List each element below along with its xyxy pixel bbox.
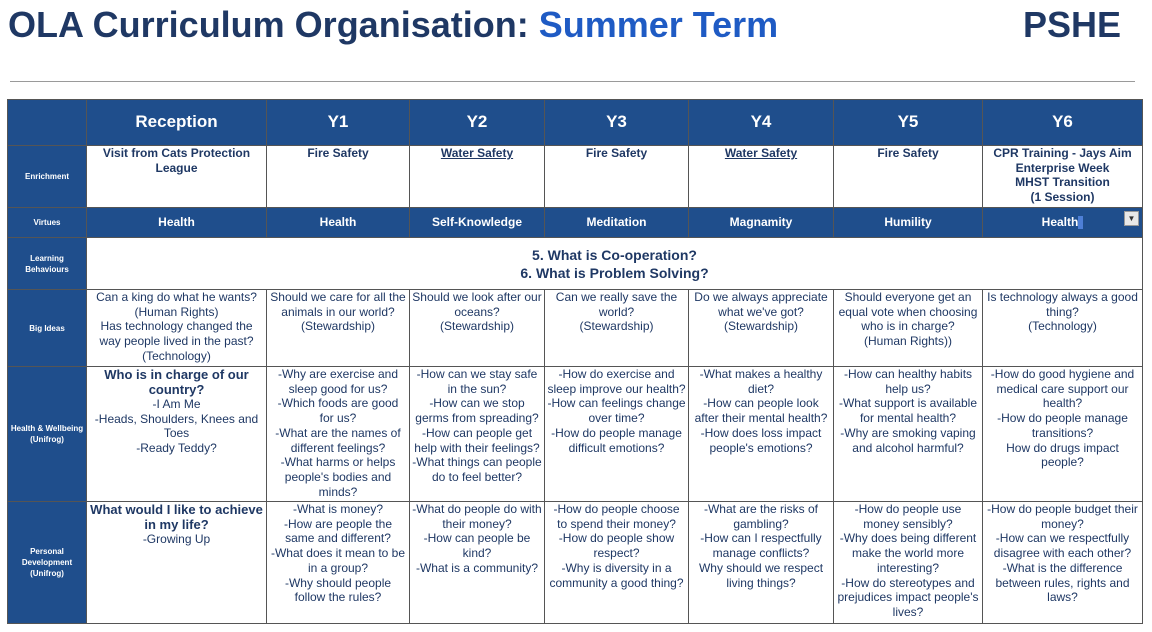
- header-row: [8, 100, 1143, 146]
- enrichment-cell[interactable]: [834, 146, 983, 208]
- virtue-cell[interactable]: Health: [87, 208, 267, 238]
- cell-line: -I Am Me: [152, 397, 201, 411]
- cell-line: -What support is available for mental health?: [838, 396, 978, 426]
- cell-line: -What harms or helps people's bodies and minds?: [280, 455, 396, 499]
- cell-line: -Which foods are good for us?: [277, 396, 399, 426]
- personal-cell[interactable]: [545, 502, 689, 624]
- cell-line: -Why are smoking vaping and alcohol harmful?: [840, 425, 976, 455]
- enrichment-cell[interactable]: [545, 146, 689, 208]
- cell-line: Do we always appreciate what we've got?: [694, 290, 828, 319]
- learning-behaviours-cell[interactable]: [87, 238, 1143, 290]
- cell-line: (Stewardship): [439, 319, 515, 334]
- health-cell[interactable]: [87, 367, 267, 502]
- cell-line: -How do exercise and sleep improve our health?: [547, 367, 686, 396]
- virtues-row: [8, 208, 1143, 238]
- virtue-cell[interactable]: Self-Knowledge: [410, 208, 545, 238]
- cell-line: -How can I respectfully manage conflicts?: [700, 531, 822, 561]
- cell-line: -What things can people do to feel better?: [412, 455, 542, 484]
- title-term: Summer Term: [538, 4, 779, 45]
- personal-cell[interactable]: [983, 502, 1143, 624]
- cell-line: -Why is diversity in a community a good thing?: [549, 560, 684, 590]
- health-cell[interactable]: [689, 367, 834, 502]
- page-title: [8, 4, 778, 46]
- cell-line: (Technology): [142, 348, 211, 363]
- cell-line: -How do people use money sensibly?: [854, 502, 962, 531]
- cell-line: -How can people look after their mental health?: [694, 396, 828, 426]
- cell-line: -What is the difference between rules, rights and laws?: [995, 560, 1130, 605]
- col-header-reception: Reception: [87, 100, 267, 146]
- cell-line: Can we really save the world?: [555, 290, 678, 319]
- cell-line: -How can people get help with their feelings?: [414, 425, 540, 455]
- enrichment-cell[interactable]: [410, 146, 545, 208]
- cell-line: -What is money?: [292, 502, 384, 516]
- learning-row: [8, 238, 1143, 290]
- big-idea-cell[interactable]: [545, 290, 689, 367]
- enrichment-cell[interactable]: [87, 146, 267, 208]
- cell-line: Has technology changed the way people lived in the past?: [99, 319, 254, 349]
- enrichment-cell[interactable]: [689, 146, 834, 208]
- cell-line: -How can healthy habits help us?: [843, 367, 973, 396]
- cell-line: -Growing Up: [142, 532, 211, 546]
- dropdown-arrow-icon[interactable]: ▼: [1124, 211, 1139, 226]
- cell-line: (1 Session): [1030, 190, 1095, 205]
- cell-line: (Stewardship): [723, 319, 799, 334]
- cell-line: -How are people the same and different?: [283, 516, 393, 546]
- cell-question: Who is in charge of our country?: [104, 367, 249, 397]
- cell-line: Visit from Cats Protection League: [102, 146, 251, 175]
- col-header-y3: Y3: [545, 100, 689, 146]
- cell-line: Water Safety: [440, 146, 514, 160]
- cell-line: Should we look after our oceans?: [412, 290, 542, 319]
- cell-line: -How do people budget their money?: [987, 502, 1138, 531]
- cell-line: -What is a community?: [415, 560, 539, 575]
- row-label-virtues: Virtues: [8, 208, 87, 238]
- col-header-y5: Y5: [834, 100, 983, 146]
- cell-line: -How can we respectfully disagree with each other?: [993, 531, 1132, 561]
- big-idea-cell[interactable]: [983, 290, 1143, 367]
- virtue-cell-selected[interactable]: [983, 208, 1143, 238]
- cell-line: -What are the risks of gambling?: [703, 502, 819, 531]
- personal-cell[interactable]: [87, 502, 267, 624]
- cell-line: -What makes a healthy diet?: [699, 367, 823, 396]
- big-idea-cell[interactable]: [689, 290, 834, 367]
- cell-line: How do drugs impact people?: [1006, 440, 1119, 470]
- virtue-cell[interactable]: Humility: [834, 208, 983, 238]
- cell-line: -Why are exercise and sleep good for us?: [277, 367, 399, 396]
- cell-line: -What are the names of different feelings?: [275, 425, 401, 455]
- cell-line: Should we care for all the animals in our world?: [270, 290, 406, 319]
- row-label-big-ideas: Big Ideas: [8, 290, 87, 367]
- cell-line: -How can we stop germs from spreading?: [415, 396, 539, 426]
- cell-question: What would I like to achieve in my life?: [90, 502, 263, 532]
- cell-line: -What does it mean to be in a group?: [270, 546, 406, 575]
- cell-line: Water Safety: [724, 146, 798, 160]
- cell-line: (Technology): [1028, 319, 1097, 334]
- enrichment-cell[interactable]: [983, 146, 1143, 208]
- header-corner: [8, 100, 87, 146]
- cell-line: -How do people choose to spend their money?: [553, 502, 680, 531]
- cell-line: -How can feelings change over time?: [547, 396, 686, 426]
- health-cell[interactable]: [983, 367, 1143, 502]
- cell-line: Fire Safety: [585, 146, 648, 160]
- row-label-learning: Learning Behaviours: [8, 238, 87, 290]
- big-idea-cell[interactable]: [87, 290, 267, 367]
- personal-cell[interactable]: [834, 502, 983, 624]
- cell-line: -How does loss impact people's emotions?: [700, 425, 822, 455]
- cell-line: -How do people manage difficult emotions?: [551, 425, 682, 455]
- cell-line: MHST Transition: [1015, 175, 1110, 190]
- cell-line: 5. What is Co-operation?: [532, 246, 697, 263]
- virtue-cell[interactable]: Meditation: [545, 208, 689, 238]
- col-header-y6: Y6: [983, 100, 1143, 146]
- personal-cell[interactable]: [410, 502, 545, 624]
- cell-line: Can a king do what he wants?: [96, 290, 257, 304]
- cell-line: CPR Training - Jays Aim: [993, 146, 1132, 160]
- row-label-health: Health & Wellbeing (Unifrog): [8, 367, 87, 502]
- health-row: [8, 367, 1143, 502]
- curriculum-table: [7, 99, 1143, 624]
- health-cell[interactable]: [410, 367, 545, 502]
- subject-title: PSHE: [1023, 4, 1122, 45]
- col-header-y4: Y4: [689, 100, 834, 146]
- cell-line: 6. What is Problem Solving?: [520, 264, 709, 281]
- big-idea-cell[interactable]: [267, 290, 410, 367]
- divider: [10, 81, 1135, 82]
- health-cell[interactable]: [267, 367, 410, 502]
- cell-line: (Human Rights)): [863, 334, 953, 349]
- cell-line: Enterprise Week: [1015, 160, 1110, 175]
- virtue-cell[interactable]: Health: [267, 208, 410, 238]
- personal-row: [8, 502, 1143, 624]
- health-cell[interactable]: [834, 367, 983, 502]
- col-header-y2: Y2: [410, 100, 545, 146]
- cell-line: (Human Rights): [134, 304, 219, 319]
- cell-line: Is technology always a good thing?: [987, 290, 1138, 319]
- cell-line: Should everyone get an equal vote when choosing who is in charge?: [838, 290, 978, 334]
- cell-line: -Why should people follow the rules?: [284, 575, 392, 605]
- cell-line: -How do good hygiene and medical care support our health?: [990, 367, 1135, 411]
- cell-line: -How can people be kind?: [423, 531, 531, 561]
- cell-line: -How do stereotypes and prejudices impact people's lives?: [837, 575, 979, 619]
- big-idea-cell[interactable]: [834, 290, 983, 367]
- personal-cell[interactable]: [267, 502, 410, 624]
- cell-line: -How do people show respect?: [558, 531, 675, 561]
- enrichment-cell[interactable]: [267, 146, 410, 208]
- row-label-personal: Personal Development (Unifrog): [8, 502, 87, 624]
- cell-line: Why should we respect living things?: [698, 560, 824, 590]
- cell-line: -How can we stay safe in the sun?: [416, 367, 538, 396]
- title-main: OLA Curriculum Organisation:: [8, 4, 529, 45]
- enrichment-row: [8, 146, 1143, 208]
- cell-line: -What do people do with their money?: [412, 502, 542, 531]
- cell-line: -Ready Teddy?: [136, 441, 217, 456]
- col-header-y1: Y1: [267, 100, 410, 146]
- cell-line: -How do people manage transitions?: [997, 411, 1128, 440]
- cell-line: (Stewardship): [579, 319, 654, 334]
- cell-cursor: [1078, 216, 1083, 229]
- cell-line: (Stewardship): [300, 319, 376, 334]
- health-cell[interactable]: [545, 367, 689, 502]
- personal-cell[interactable]: [689, 502, 834, 624]
- big-ideas-row: [8, 290, 1143, 367]
- big-idea-cell[interactable]: [410, 290, 545, 367]
- cell-line: -Why does being different make the world more interesting?: [839, 531, 977, 575]
- virtue-cell[interactable]: Magnamity: [689, 208, 834, 238]
- cell-line: -Heads, Shoulders, Knees and Toes: [94, 411, 259, 441]
- row-label-enrichment: Enrichment: [8, 146, 87, 208]
- virtue-text: Health: [1041, 215, 1079, 230]
- cell-line: Fire Safety: [307, 146, 369, 160]
- cell-line: Fire Safety: [877, 146, 939, 160]
